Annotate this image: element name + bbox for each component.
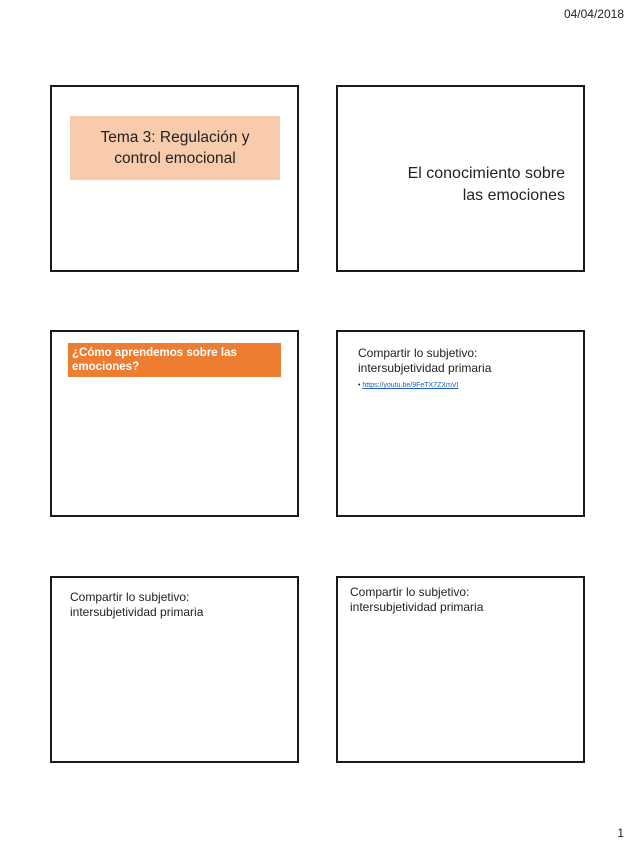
slide-thumbnail-3 [50, 330, 299, 517]
slide-6-title-line-2: intersubjetividad primaria [350, 600, 484, 614]
slide-3-title-line-2: emociones? [72, 361, 140, 373]
slide-1-title-box [70, 116, 280, 180]
slide-thumbnail-1 [50, 85, 299, 272]
slide-2-title-line-1: El conocimiento sobre [407, 165, 565, 182]
slide-5-title [70, 590, 280, 620]
slide-thumbnail-2 [336, 85, 585, 272]
print-date: 04/04/2018 [563, 7, 624, 21]
slide-thumbnail-5 [50, 576, 299, 763]
bullet-icon: • [358, 382, 361, 389]
slide-5-title-line-2: intersubjetividad primaria [70, 605, 204, 619]
slide-thumbnail-6 [336, 576, 585, 763]
slide-3-title-box [68, 343, 281, 377]
slide-1-title-line-1: Tema 3: Regulación y [100, 129, 250, 146]
slide-4-title-line-2: intersubjetividad primaria [358, 361, 492, 375]
slide-3-title-line-1: ¿Cómo aprendemos sobre las [72, 347, 237, 359]
slide-1-title-line-2: control emocional [114, 150, 236, 167]
slide-2-title-line-2: las emociones [462, 187, 565, 204]
slide-thumbnail-4 [336, 330, 585, 517]
slide-4-title-line-1: Compartir lo subjetivo: [358, 346, 478, 360]
youtube-link[interactable]: https://youtu.be/9FeTX7ZXmVI [362, 382, 459, 389]
slide-4-bullet [358, 382, 459, 389]
slide-6-title [350, 585, 560, 615]
slide-5-title-line-1: Compartir lo subjetivo: [70, 590, 190, 604]
slide-6-title-line-1: Compartir lo subjetivo: [350, 585, 470, 599]
slide-4-title [358, 346, 568, 376]
slide-2-title [355, 163, 565, 207]
page-number: 1 [617, 826, 624, 840]
